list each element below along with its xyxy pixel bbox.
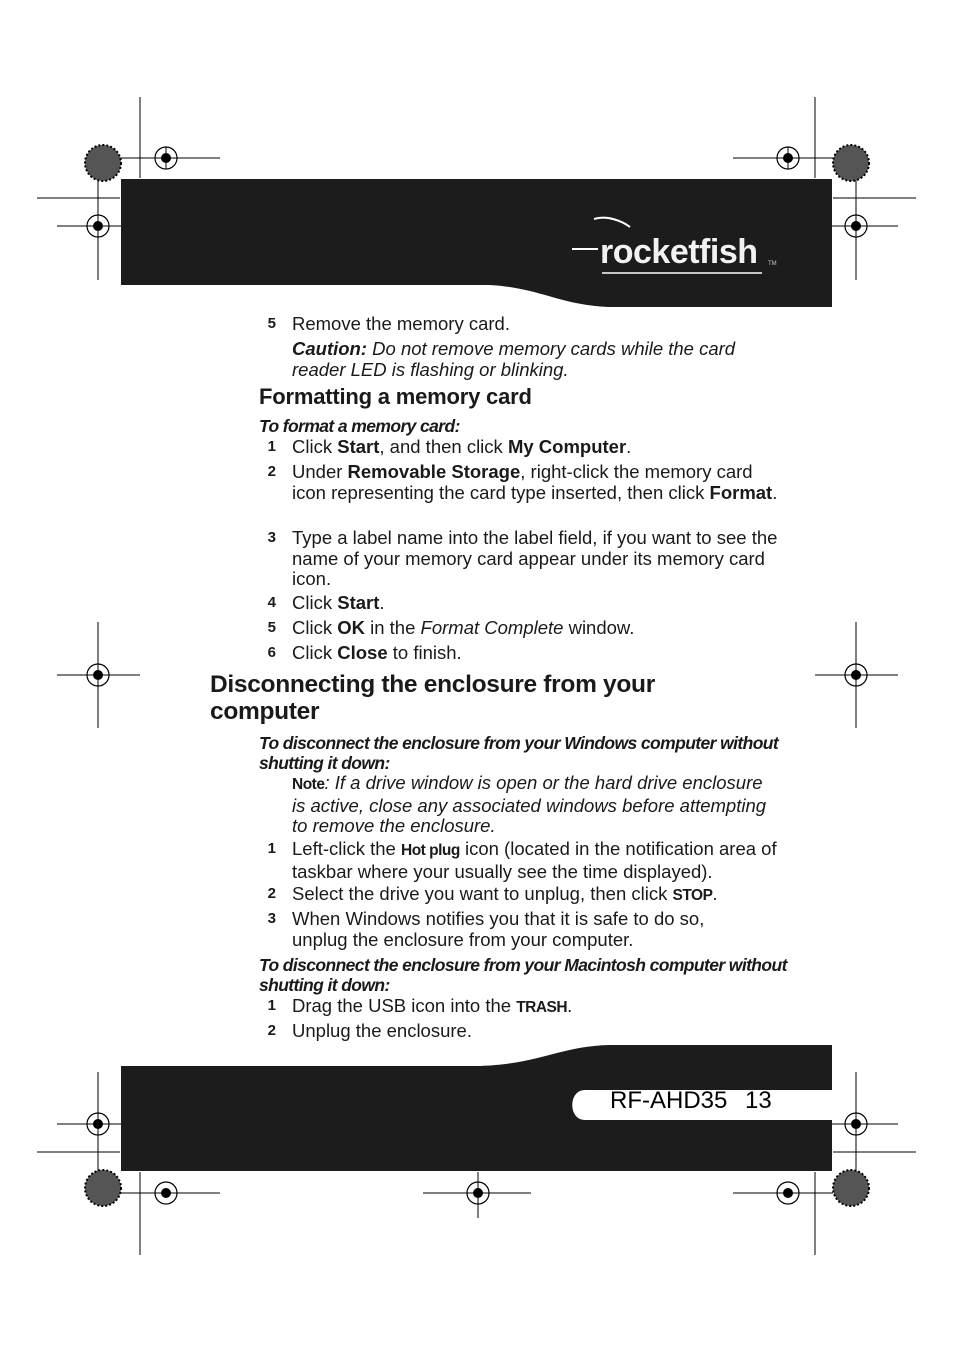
- step-number: 4: [267, 594, 276, 611]
- list-item: Left-click the Hot plug icon (located in the notification area of taskbar where your usually see the time displayed).: [292, 838, 777, 882]
- step-number: 3: [267, 529, 276, 546]
- caution-text: Do not remove memory cards while the card reader LED is flashing or blinking.: [292, 338, 736, 380]
- list-item: Type a label name into the label field, if you want to see the name of your memory card appear under its memory card icon.: [292, 527, 778, 589]
- step-number: 2: [267, 463, 276, 480]
- list-item: Click Close to finish.: [292, 642, 462, 663]
- subheading-windows: To disconnect the enclosure from your Windows computer without shutting it down:: [259, 733, 779, 773]
- step-number: 1: [267, 438, 276, 455]
- list-item: Select the drive you want to unplug, then click STOP.: [292, 883, 718, 904]
- footer-model: RF-AHD35: [610, 1087, 728, 1114]
- list-item: Drag the USB icon into the TRASH.: [292, 995, 573, 1016]
- step-number: 5: [267, 619, 276, 636]
- header-band: [0, 0, 954, 320]
- subheading-format: To format a memory card:: [259, 416, 460, 436]
- list-item: Click Start, and then click My Computer.: [292, 436, 632, 457]
- page-number: 13: [745, 1087, 772, 1114]
- step-number: 2: [267, 1022, 276, 1039]
- section-heading-disconnecting: Disconnecting the enclosure from your computer: [210, 671, 655, 725]
- logo-trademark: TM: [768, 261, 777, 267]
- list-item: Click OK in the Format Complete window.: [292, 617, 635, 638]
- list-item: Unplug the enclosure.: [292, 1020, 472, 1041]
- logo-text: rocketfish: [600, 233, 758, 271]
- caution-label: Caution:: [292, 338, 368, 359]
- step-number: 2: [267, 885, 276, 902]
- note: [292, 773, 772, 837]
- note-text: : If a drive window is open or the hard drive enclosure is active, close any associated windows before attempting to remove the enclosure.: [292, 772, 767, 836]
- step-number: 6: [267, 644, 276, 661]
- caution-note: [292, 339, 752, 380]
- step-text: Remove the memory card.: [292, 313, 510, 334]
- step-number: 5: [267, 315, 276, 332]
- step-number: 3: [267, 910, 276, 927]
- step-number: 1: [267, 840, 276, 857]
- subheading-macintosh: To disconnect the enclosure from your Macintosh computer without shutting it down:: [259, 955, 787, 995]
- footer-band: [0, 1040, 954, 1180]
- list-item: Click Start.: [292, 592, 385, 613]
- section-heading-formatting: Formatting a memory card: [259, 384, 532, 409]
- step-number: 1: [267, 997, 276, 1014]
- list-item: Under Removable Storage, right-click the memory card icon representing the card type inserted, then click Format.: [292, 461, 778, 503]
- list-item: When Windows notifies you that it is safe to do so, unplug the enclosure from your computer.: [292, 908, 705, 950]
- rocketfish-logo: [572, 215, 792, 285]
- note-label: Note: [292, 776, 325, 793]
